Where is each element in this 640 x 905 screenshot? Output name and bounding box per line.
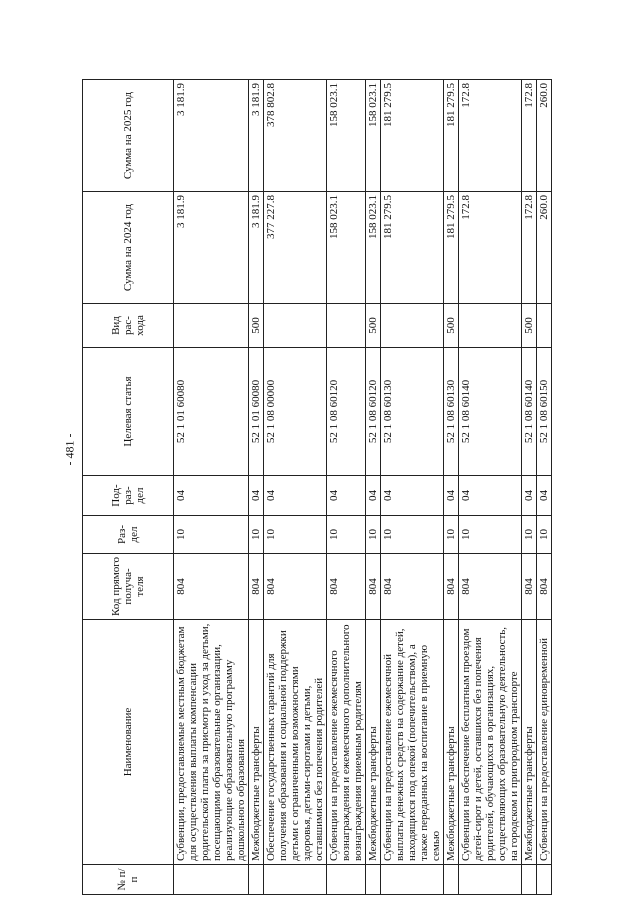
cell-target: 52 1 08 60150 [537, 348, 552, 476]
cell-podrazdel: 04 [459, 476, 522, 516]
cell-vid: 500 [366, 304, 381, 348]
header-sum-2025: Сумма на 2025 год [83, 80, 174, 192]
cell-name: Обеспечение государственных гарантий для получения образования и социальной поддержки детьми с ограниченными возможностями здоровья, детьми-сиротами и детьми, оставшимися без попечения родителей [264, 620, 327, 865]
cell-sum-2025: 158 023.1 [327, 80, 366, 192]
page-number: - 481 - [62, 433, 77, 466]
cell-podrazdel: 04 [522, 476, 537, 516]
cell-sum-2025: 3 181.9 [174, 80, 249, 192]
cell-name: Субвенции, предоставляемые местным бюджетам для осуществления выплаты компенсации родительской платы за присмотр и уход за детьми, посещающими образовательные организации, реализующие образовательную программу дошкольного образования [174, 620, 249, 865]
cell-sum-2025: 158 023.1 [366, 80, 381, 192]
table-row [249, 80, 264, 895]
cell-vid [174, 304, 249, 348]
cell-sum-2025: 3 181.9 [249, 80, 264, 192]
table-row [444, 80, 459, 895]
cell-podrazdel: 04 [174, 476, 249, 516]
cell-code: 804 [522, 554, 537, 620]
table-row [264, 80, 327, 895]
cell-target: 52 1 01 60080 [249, 348, 264, 476]
cell-vid [381, 304, 444, 348]
header-row [83, 80, 174, 895]
cell-num [174, 865, 249, 895]
table-row [537, 80, 552, 895]
table-row [522, 80, 537, 895]
cell-razdel: 10 [327, 516, 366, 554]
cell-razdel: 10 [444, 516, 459, 554]
cell-code: 804 [327, 554, 366, 620]
cell-razdel: 10 [366, 516, 381, 554]
cell-target: 52 1 01 60080 [174, 348, 249, 476]
cell-podrazdel: 04 [444, 476, 459, 516]
budget-table [82, 79, 552, 895]
cell-name: Субвенции на предоставление ежемесячного вознаграждения и ежемесячного дополнительного вознаграждения приемным родителям [327, 620, 366, 865]
cell-sum-2024: 3 181.9 [174, 192, 249, 304]
cell-podrazdel: 04 [366, 476, 381, 516]
cell-sum-2024: 3 181.9 [249, 192, 264, 304]
cell-name: Межбюджетные трансферты [444, 620, 459, 865]
cell-sum-2025: 172.8 [459, 80, 522, 192]
table-row [327, 80, 366, 895]
cell-target: 52 1 08 60140 [459, 348, 522, 476]
cell-sum-2024: 260.0 [537, 192, 552, 304]
cell-name: Субвенции на предоставление единовременной [537, 620, 552, 865]
table-row [366, 80, 381, 895]
cell-vid [537, 304, 552, 348]
cell-num [249, 865, 264, 895]
cell-code: 804 [249, 554, 264, 620]
header-razdel: Раз- дел [83, 516, 174, 554]
cell-sum-2024: 181 279.5 [444, 192, 459, 304]
cell-target: 52 1 08 00000 [264, 348, 327, 476]
cell-sum-2025: 181 279.5 [444, 80, 459, 192]
cell-razdel: 10 [381, 516, 444, 554]
cell-code: 804 [366, 554, 381, 620]
cell-code: 804 [537, 554, 552, 620]
cell-name: Межбюджетные трансферты [366, 620, 381, 865]
table-row [459, 80, 522, 895]
cell-name: Субвенции на обеспечение бесплатным проездом детей-сирот и детей, оставшихся без попечения родителей, обучающихся в организациях, осуществляющих образовательную деятельность, на городском и пригородном транспорте [459, 620, 522, 865]
cell-name: Субвенции на предоставление ежемесячной выплаты денежных средств на содержание детей, находящихся под опекой (попечительством), а также переданных на воспитание в приемную семью [381, 620, 444, 865]
cell-sum-2025: 181 279.5 [381, 80, 444, 192]
cell-vid: 500 [522, 304, 537, 348]
cell-sum-2025: 172.8 [522, 80, 537, 192]
cell-razdel: 10 [249, 516, 264, 554]
table-row [174, 80, 249, 895]
cell-code: 804 [444, 554, 459, 620]
cell-num [459, 865, 522, 895]
header-target: Целевая статья [83, 348, 174, 476]
cell-target: 52 1 08 60120 [366, 348, 381, 476]
cell-code: 804 [459, 554, 522, 620]
cell-sum-2024: 172.8 [459, 192, 522, 304]
cell-target: 52 1 08 60120 [327, 348, 366, 476]
page-content [82, 80, 562, 895]
cell-num [522, 865, 537, 895]
cell-razdel: 10 [537, 516, 552, 554]
cell-target: 52 1 08 60130 [444, 348, 459, 476]
cell-sum-2024: 181 279.5 [381, 192, 444, 304]
header-vid: Вид рас- хода [83, 304, 174, 348]
cell-sum-2024: 377 227.8 [264, 192, 327, 304]
cell-razdel: 10 [522, 516, 537, 554]
cell-vid [327, 304, 366, 348]
cell-sum-2025: 260.0 [537, 80, 552, 192]
cell-podrazdel: 04 [264, 476, 327, 516]
cell-vid: 500 [444, 304, 459, 348]
header-code: Код прямого получа- теля [83, 554, 174, 620]
header-name: Наименование [83, 620, 174, 865]
cell-target: 52 1 08 60130 [381, 348, 444, 476]
header-sum-2024: Сумма на 2024 год [83, 192, 174, 304]
cell-podrazdel: 04 [249, 476, 264, 516]
cell-razdel: 10 [264, 516, 327, 554]
cell-vid [459, 304, 522, 348]
cell-vid [264, 304, 327, 348]
cell-code: 804 [264, 554, 327, 620]
cell-code: 804 [174, 554, 249, 620]
cell-sum-2024: 172.8 [522, 192, 537, 304]
cell-target: 52 1 08 60140 [522, 348, 537, 476]
cell-code: 804 [381, 554, 444, 620]
cell-sum-2025: 378 802.8 [264, 80, 327, 192]
cell-num [381, 865, 444, 895]
cell-sum-2024: 158 023.1 [327, 192, 366, 304]
rotated-page [82, 80, 562, 895]
cell-podrazdel: 04 [381, 476, 444, 516]
table-row [381, 80, 444, 895]
cell-podrazdel: 04 [537, 476, 552, 516]
cell-podrazdel: 04 [327, 476, 366, 516]
cell-name: Межбюджетные трансферты [249, 620, 264, 865]
cell-razdel: 10 [174, 516, 249, 554]
cell-razdel: 10 [459, 516, 522, 554]
cell-num [366, 865, 381, 895]
cell-num [444, 865, 459, 895]
header-num: № п/п [83, 865, 174, 895]
cell-sum-2024: 158 023.1 [366, 192, 381, 304]
header-podrazdel: Под- раз- дел [83, 476, 174, 516]
cell-vid: 500 [249, 304, 264, 348]
cell-num [537, 865, 552, 895]
cell-num [327, 865, 366, 895]
cell-num [264, 865, 327, 895]
cell-name: Межбюджетные трансферты [522, 620, 537, 865]
